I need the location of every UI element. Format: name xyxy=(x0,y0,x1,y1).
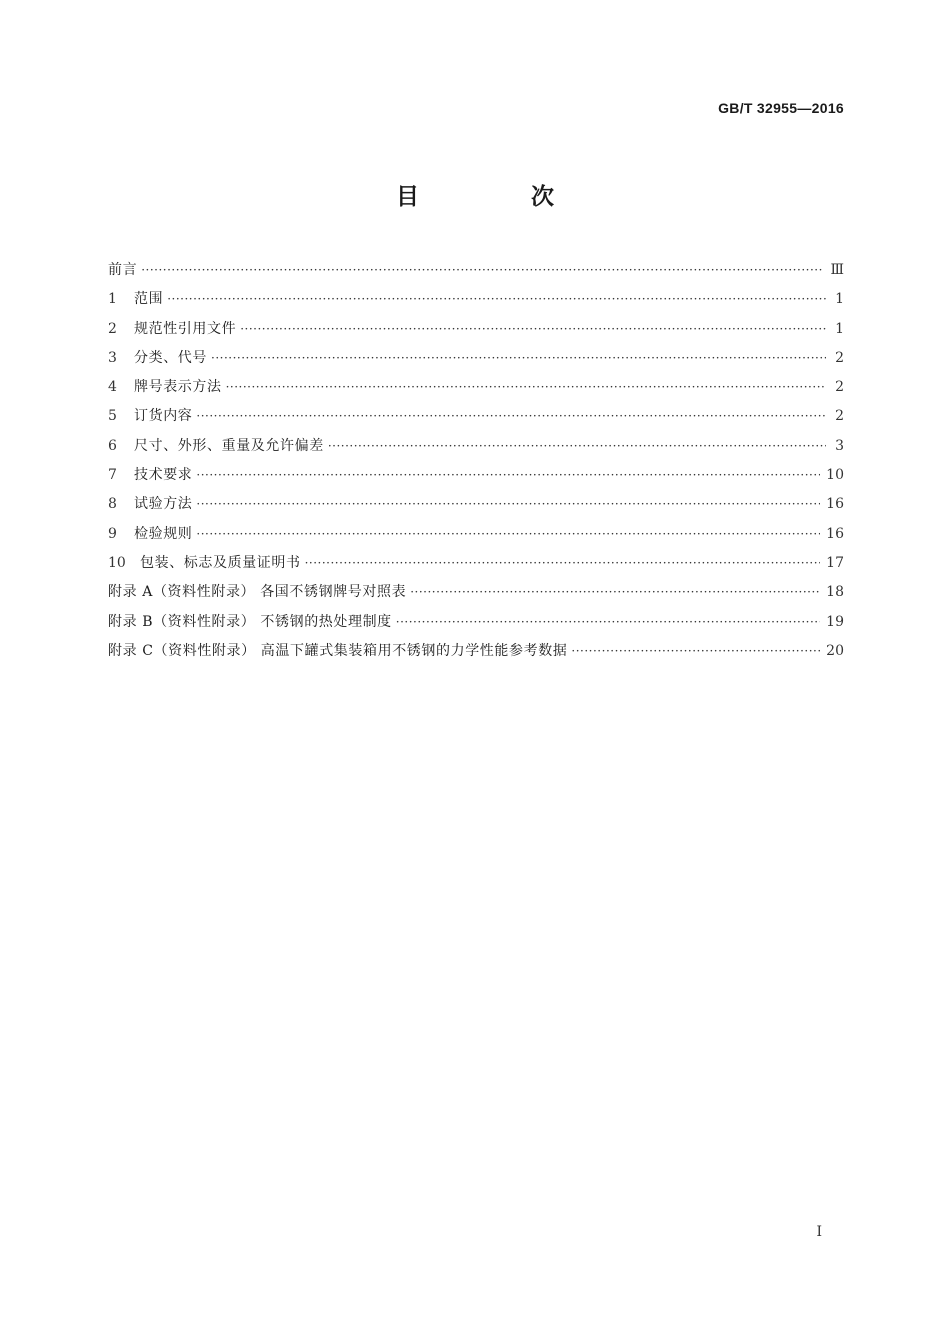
toc-leader-dots xyxy=(396,615,820,629)
toc-entry-page: 2 xyxy=(835,408,844,425)
page-number: I xyxy=(816,1224,822,1240)
toc-entry-appendix-c[interactable] xyxy=(108,640,844,669)
toc-leader-dots xyxy=(211,351,826,365)
table-of-contents xyxy=(108,259,844,669)
toc-entry-label: 牌号表示方法 xyxy=(134,379,222,396)
toc-entry-6[interactable] xyxy=(108,435,844,464)
toc-entry-page: 10 xyxy=(826,467,844,484)
toc-entry-page: 1 xyxy=(835,320,844,337)
toc-leader-dots xyxy=(410,585,820,599)
toc-entry-label: 前言 xyxy=(108,262,138,278)
toc-entry-page: 3 xyxy=(835,437,844,454)
toc-leader-dots xyxy=(571,644,820,658)
toc-entry-page: 17 xyxy=(826,554,844,571)
toc-entry-appendix-a[interactable] xyxy=(108,581,844,610)
toc-entry-number: 8 xyxy=(108,496,117,513)
toc-entry-label: 附录 B（资料性附录） 不锈钢的热处理制度 xyxy=(108,613,392,630)
toc-entry-label: 试验方法 xyxy=(134,496,193,513)
toc-entry-9[interactable] xyxy=(108,523,844,552)
toc-entry-8[interactable] xyxy=(108,493,844,522)
toc-leader-dots xyxy=(167,292,826,306)
toc-leader-dots xyxy=(328,439,826,453)
toc-entry-page: 19 xyxy=(826,613,844,630)
toc-entry-page: 2 xyxy=(835,379,844,396)
toc-entry-label: 订货内容 xyxy=(134,408,193,425)
toc-entry-1[interactable] xyxy=(108,288,844,317)
toc-entry-3[interactable] xyxy=(108,347,844,376)
toc-entry-label: 附录 C（资料性附录） 高温下罐式集装箱用不锈钢的力学性能参考数据 xyxy=(108,642,568,659)
toc-entry-label: 包装、标志及质量证明书 xyxy=(140,554,301,571)
toc-entry-label: 尺寸、外形、重量及允许偏差 xyxy=(134,437,324,454)
toc-entry-preface[interactable] xyxy=(108,259,844,288)
toc-entry-10[interactable] xyxy=(108,552,844,581)
toc-entry-number: 2 xyxy=(108,320,117,337)
toc-entry-label: 分类、代号 xyxy=(134,349,207,366)
toc-entry-number: 9 xyxy=(108,525,117,542)
toc-leader-dots xyxy=(240,322,826,336)
toc-entry-label: 技术要求 xyxy=(134,467,193,484)
standard-code: GB/T 32955—2016 xyxy=(718,100,844,116)
toc-entry-page: 16 xyxy=(826,496,844,513)
toc-entry-page: 1 xyxy=(835,291,844,308)
toc-leader-dots xyxy=(196,468,820,482)
toc-entry-number: 4 xyxy=(108,379,117,396)
toc-leader-dots xyxy=(196,409,826,423)
toc-entry-number: 3 xyxy=(108,349,117,366)
toc-entry-7[interactable] xyxy=(108,464,844,493)
toc-entry-4[interactable] xyxy=(108,376,844,405)
page-title: 目 次 xyxy=(395,184,606,210)
toc-entry-5[interactable] xyxy=(108,405,844,434)
toc-entry-page: 18 xyxy=(826,584,844,601)
toc-leader-dots xyxy=(305,556,821,570)
toc-entry-label: 附录 A（资料性附录） 各国不锈钢牌号对照表 xyxy=(108,584,407,601)
toc-entry-appendix-b[interactable] xyxy=(108,611,844,640)
toc-leader-dots xyxy=(226,380,826,394)
toc-entry-label: 规范性引用文件 xyxy=(134,320,237,337)
toc-entry-page: 20 xyxy=(826,642,844,659)
toc-leader-dots xyxy=(141,263,824,277)
toc-entry-page: 16 xyxy=(826,525,844,542)
toc-leader-dots xyxy=(196,527,820,541)
toc-entry-label: 范围 xyxy=(134,291,164,308)
toc-entry-number: 10 xyxy=(108,554,126,571)
toc-leader-dots xyxy=(196,497,820,511)
toc-entry-2[interactable] xyxy=(108,318,844,347)
toc-entry-number: 6 xyxy=(108,437,117,454)
toc-entry-page: 2 xyxy=(835,349,844,366)
toc-entry-label: 检验规则 xyxy=(134,525,193,542)
toc-entry-number: 7 xyxy=(108,467,117,484)
toc-entry-page: Ⅲ xyxy=(830,262,844,278)
toc-entry-number: 5 xyxy=(108,408,117,425)
toc-entry-number: 1 xyxy=(108,291,117,308)
